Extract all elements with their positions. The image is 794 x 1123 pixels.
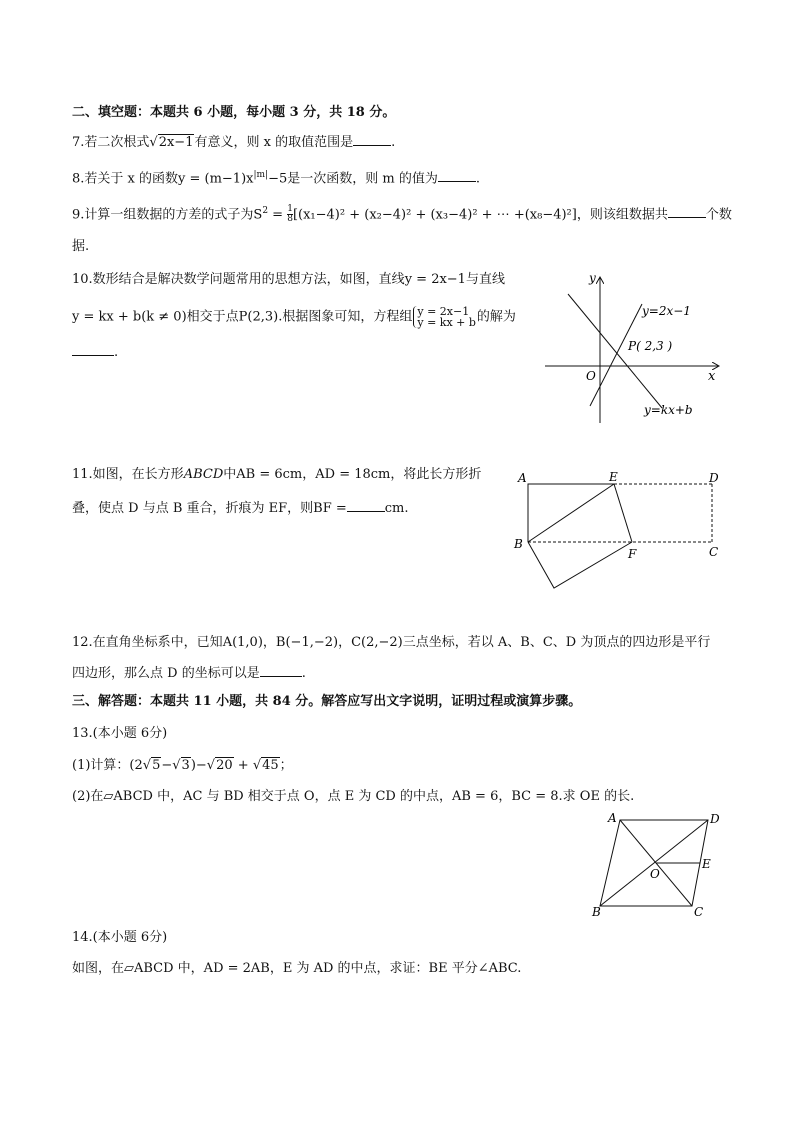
q11-bf: BF =: [313, 501, 347, 516]
q9-post: ，则该组数据共: [576, 207, 668, 223]
q8-answer-blank[interactable]: [438, 169, 476, 182]
fig13-label-a: A: [608, 811, 617, 825]
q13-expr-b: )−: [190, 758, 207, 773]
question-10: [72, 271, 505, 289]
line-y-2x-1: [590, 304, 642, 406]
section3-heading: 三、解答题：本题共 11 小题，共 84 分。解答应写出文字说明，证明过程或演算步骤。: [72, 694, 582, 709]
x-axis-label: x: [708, 369, 716, 384]
line1-label: y=2x−1: [642, 304, 691, 318]
figure-11-fold: [510, 466, 730, 596]
figure-10-graph: [540, 268, 730, 428]
q13-part2: (2)在▱ABCD 中，AC 与 BD 相交于点 O，点 E 为 CD 的中点，AB = 6，BC = 8.求 OE 的长.: [72, 789, 635, 804]
fig13-label-c: C: [694, 905, 704, 919]
q8-end: .: [475, 171, 480, 187]
q10-end: 的解为: [476, 309, 516, 325]
fig11-label-a: A: [518, 471, 527, 485]
q9-s: S: [253, 207, 263, 223]
question-14-title: 14.(本小题 6分): [72, 930, 168, 945]
q8-function-tail: −5: [268, 171, 288, 187]
q8-text: 8.若关于 x 的函数: [72, 171, 178, 187]
q7-end: .: [391, 135, 396, 150]
q13-root5: 5: [152, 758, 161, 773]
q11-ab: AB = 6cm: [236, 467, 303, 482]
q13-root45: 45: [262, 758, 279, 773]
q12-end: .: [301, 666, 306, 681]
q10-eq1: y = 2x−1: [404, 272, 466, 287]
q12-point-b: B(−1,−2): [275, 635, 339, 650]
q10-equation-system: y = 2x−1 y = kx + b: [413, 306, 476, 328]
fig13-label-d: D: [710, 812, 720, 826]
q12-sep2: ，: [338, 635, 352, 650]
question-13-title: 13.(本小题 6分): [72, 726, 168, 741]
fig13-label-o: O: [650, 867, 660, 881]
q11-line2: [72, 499, 409, 518]
question-7: [72, 133, 395, 152]
q13-part1: (1)计算：(2√5−√3)−√20 + √45；: [72, 758, 293, 773]
q11-text: 11.如图，在长方形: [72, 467, 184, 482]
q12-point-a: A(1,0): [222, 635, 263, 650]
q10-line3-end: .: [114, 345, 119, 360]
figure-13-parallelogram: [588, 808, 728, 920]
point-p-label: P( 2,3 ): [628, 339, 673, 353]
q11-comma: ，: [302, 467, 316, 482]
question-12: [72, 634, 710, 652]
line2-label: y=kx+b: [644, 403, 693, 417]
q13-root3: 3: [181, 758, 190, 773]
q9-text: 9.计算一组数据的方差的式子为: [72, 207, 254, 223]
q11-ad: AD = 18cm: [315, 467, 391, 482]
fig11-label-b: B: [514, 537, 523, 551]
section2-heading: 二、填空题：本题共 6 小题，每小题 3 分，共 18 分。: [72, 105, 396, 120]
q11-rect-name: ABCD: [183, 467, 224, 482]
fig13-label-b: B: [592, 905, 601, 919]
q13-minus: −: [161, 758, 173, 773]
q10-mid: 相交于点: [186, 309, 239, 325]
y-axis-label: y: [589, 271, 596, 285]
q13-expr-a: (2: [129, 758, 143, 773]
q13-plus: +: [233, 758, 253, 773]
q9-line2: 据.: [72, 239, 90, 254]
question-9: 9.计算一组数据的方差的式子为$S^2$ = $\frac{1}{8}$ [(x₁−4)² + (x₂−4)² + (x₃−4)² + ⋯ +(x₈−4)²]，则该组数据共 个数: [72, 204, 732, 225]
q10-answer-blank[interactable]: [72, 343, 114, 356]
q12-line2: [72, 664, 306, 683]
q12-post: 三点坐标，若以 A、B、C、D 为顶点的四边形是平行: [402, 635, 711, 650]
q12-sep1: ，: [262, 635, 276, 650]
question-8: [72, 166, 480, 188]
q13-part1-end: ；: [279, 758, 293, 773]
q12-answer-blank[interactable]: [260, 664, 302, 677]
q7-radical: √2x−1: [149, 135, 194, 150]
q12-text: 12.在直角坐标系中，已知: [72, 635, 223, 650]
q10-text: 10.数形结合是解决数学问题常用的思想方法，如图，直线: [72, 272, 405, 287]
q8-post: 是一次函数，则 m 的值为: [287, 171, 438, 187]
q11-unit: cm.: [384, 501, 409, 516]
q10-eq2: y = kx + b(k ≠ 0): [72, 309, 187, 325]
question-11: [72, 466, 481, 484]
q10-point: P(2,3): [238, 309, 279, 325]
q8-function: y = (m−1)x: [178, 171, 254, 187]
fig11-label-c: C: [709, 545, 719, 559]
fig11-label-f: F: [628, 547, 637, 561]
q9-fraction: $\frac{1}{8}$: [287, 204, 293, 225]
fig13-label-e: E: [702, 857, 711, 871]
q10-post2: .根据图象可知，方程组: [278, 309, 413, 325]
q11-post: ，将此长方形折: [390, 467, 482, 482]
fig11-label-e: E: [609, 470, 618, 484]
fig11-label-d: D: [709, 471, 719, 485]
q13-root20: 20: [216, 758, 233, 773]
q7-post: 有意义，则 x 的取值范围是: [194, 135, 354, 150]
origin-label: O: [586, 369, 596, 383]
q10-line2: [72, 306, 516, 328]
q10-post: 与直线: [465, 272, 505, 287]
q8-exponent: |m|: [253, 170, 269, 180]
q13-part1-label: (1)计算：: [72, 758, 130, 773]
q9-post2: 个数: [705, 207, 732, 223]
q9-expression: [(x₁−4)² + (x₂−4)² + (x₃−4)² + ⋯ +(x₈−4)²]: [292, 207, 577, 223]
q9-answer-blank[interactable]: [668, 205, 706, 218]
q11-mid: 中: [223, 467, 237, 482]
q7-text: 7.若二次根式: [72, 135, 150, 150]
q12-line2-text: 四边形，那么点 D 的坐标可以是: [72, 666, 260, 681]
q10-line3: [72, 343, 118, 362]
q12-point-c: C(2,−2): [351, 635, 403, 650]
q11-answer-blank[interactable]: [347, 499, 385, 512]
q14-body: 如图，在▱ABCD 中，AD = 2AB，E 为 AD 的中点，求证：BE 平分∠ABC.: [72, 961, 522, 976]
q7-answer-blank[interactable]: [353, 133, 391, 146]
q11-line2-text: 叠，使点 D 与点 B 重合，折痕为 EF，则: [72, 501, 314, 516]
